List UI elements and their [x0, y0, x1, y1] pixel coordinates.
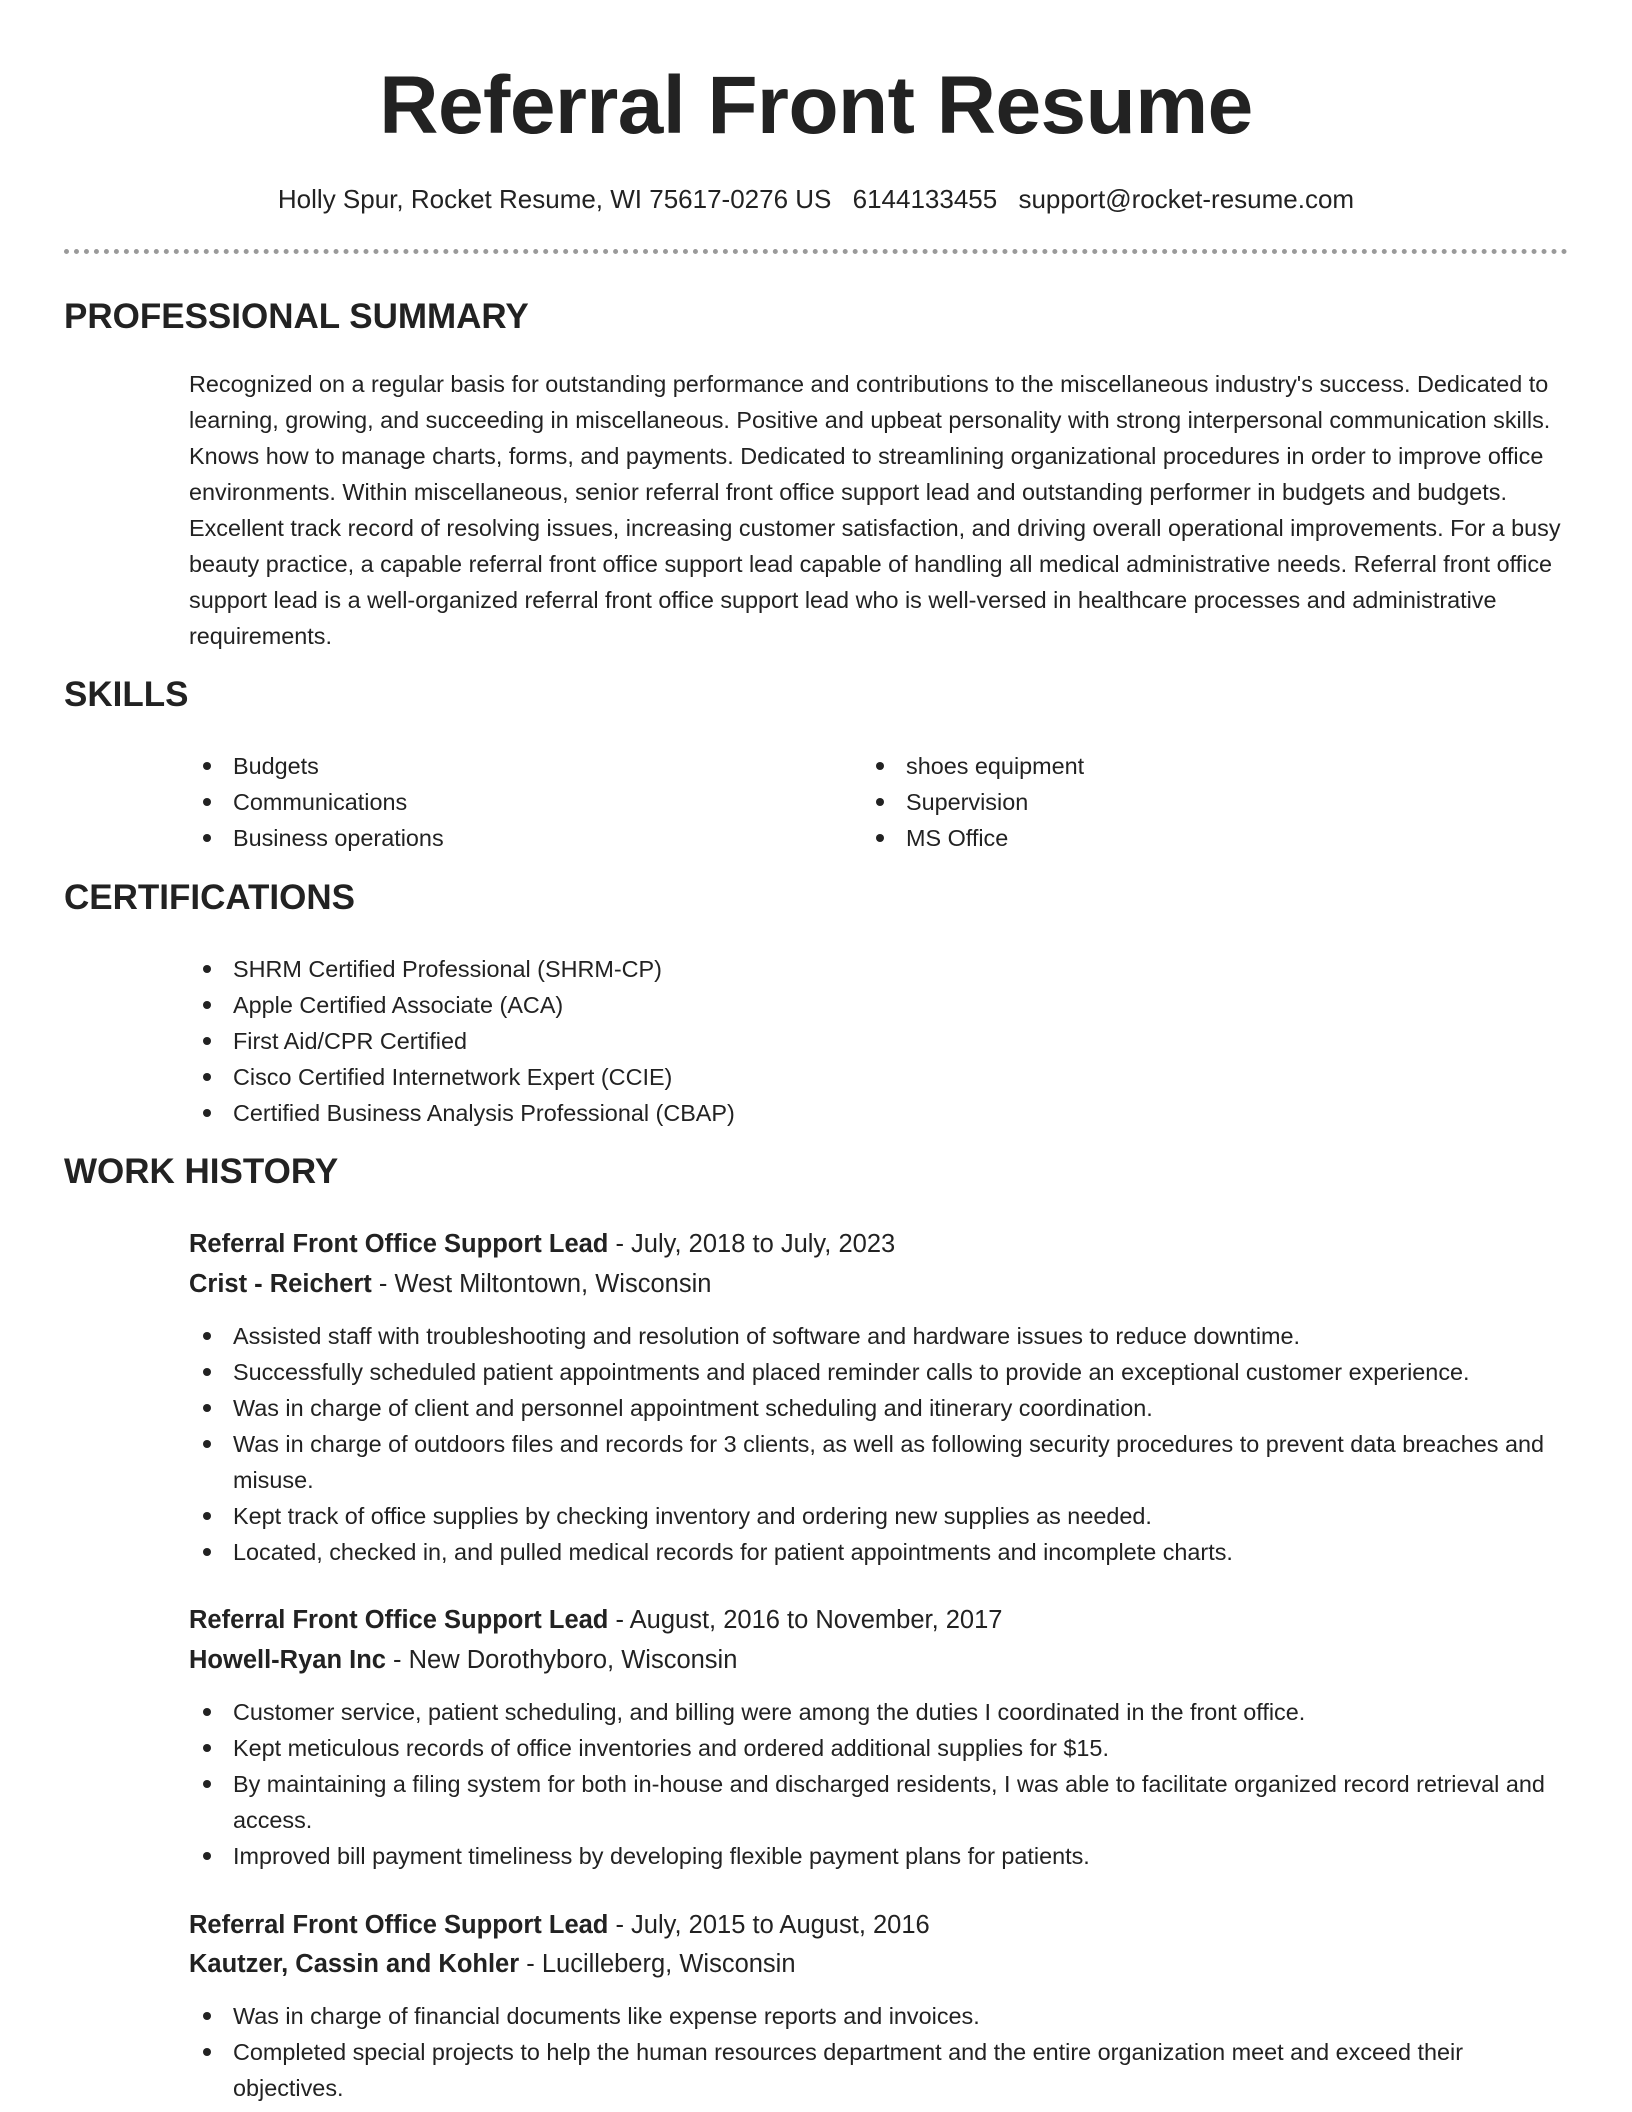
- certifications-heading: CERTIFICATIONS: [64, 878, 356, 917]
- job-duty-item: Was in charge of outdoors files and records for 3 clients, as well as following security procedures to prevent data breaches and misuse.: [189, 1426, 1569, 1498]
- job-location: - Lucilleberg, Wisconsin: [519, 1950, 796, 1978]
- email-text: support@rocket-resume.com: [1018, 184, 1355, 214]
- job-duty-item: Was in charge of client and personnel appointment scheduling and itinerary coordination.: [189, 1390, 1569, 1426]
- job-duty-item: Successfully scheduled patient appointments and placed reminder calls to provide an exceptional customer experience.: [189, 1354, 1569, 1390]
- job-company: Crist - Reichert: [189, 1270, 372, 1298]
- phone-text: 6144133455: [852, 184, 998, 214]
- job-duty-item: Assisted staff with troubleshooting and resolution of software and hardware issues to reduce downtime.: [189, 1318, 1569, 1354]
- skill-item: MS Office: [862, 820, 1562, 856]
- work-history-heading: WORK HISTORY: [64, 1152, 339, 1191]
- job-company: Kautzer, Cassin and Kohler: [189, 1950, 520, 1978]
- job-duty-item: Completed special projects to help the human resources department and the entire organization meet and exceed their objectives.: [189, 2034, 1569, 2106]
- job-title-line: [189, 1602, 1002, 1638]
- job-title: Referral Front Office Support Lead: [189, 1230, 609, 1258]
- skill-item: Business operations: [189, 820, 849, 856]
- job-duties-list: [189, 1998, 1569, 2106]
- job-duty-item: Located, checked in, and pulled medical records for patient appointments and incomplete charts.: [189, 1534, 1569, 1570]
- certifications-list: [189, 951, 1569, 1131]
- skills-heading: SKILLS: [64, 675, 189, 714]
- skills-list-left: [189, 748, 849, 856]
- job-dates: - July, 2015 to August, 2016: [608, 1911, 930, 1939]
- resume-title: Referral Front Resume: [379, 60, 1253, 151]
- skill-item: Communications: [189, 784, 849, 820]
- certification-item: First Aid/CPR Certified: [189, 1023, 1569, 1059]
- skill-item: Supervision: [862, 784, 1562, 820]
- certification-item: Certified Business Analysis Professional (CBAP): [189, 1095, 1569, 1131]
- certification-item: Cisco Certified Internetwork Expert (CCIE): [189, 1059, 1569, 1095]
- job-location: - New Dorothyboro, Wisconsin: [385, 1646, 738, 1674]
- job-duty-item: By maintaining a filing system for both in-house and discharged residents, I was able to facilitate organized record retrieval and access.: [189, 1766, 1569, 1838]
- job-company-line: [189, 1266, 711, 1302]
- job-duty-item: Kept track of office supplies by checking inventory and ordering new supplies as needed.: [189, 1498, 1569, 1534]
- certification-item: Apple Certified Associate (ACA): [189, 987, 1569, 1023]
- address-text: Holly Spur, Rocket Resume, WI 75617-0276 US: [277, 184, 832, 214]
- summary-heading: PROFESSIONAL SUMMARY: [64, 297, 529, 336]
- job-company-line: [189, 1642, 737, 1678]
- job-title-line: [189, 1907, 930, 1943]
- skill-item: shoes equipment: [862, 748, 1562, 784]
- summary-text: Recognized on a regular basis for outstanding performance and contributions to the miscellaneous industry's success. Dedicated to learning, growing, and succeeding in miscellaneous. Positive and upbeat personality with strong interpersonal communication skills. Knows how to manage charts, forms, and payments. Dedicated to streamlining organizational procedures in order to improve office environments. Within miscellaneous, senior referral front office support lead and outstanding performer in budgets and budgets. Excellent track record of resolving issues, increasing customer satisfaction, and driving overall operational improvements. For a busy beauty practice, a capable referral front office support lead capable of handling all medical administrative needs. Referral front office support lead is a well-organized referral front office support lead who is well-versed in healthcare processes and administrative requirements.: [189, 371, 1561, 649]
- skills-list-right: [862, 748, 1562, 856]
- skill-item: Budgets: [189, 748, 849, 784]
- job-duty-item: Customer service, patient scheduling, and billing were among the duties I coordinated in the front office.: [189, 1694, 1569, 1730]
- job-duty-item: Kept meticulous records of office inventories and ordered additional supplies for $15.: [189, 1730, 1569, 1766]
- job-title-line: [189, 1226, 895, 1262]
- contact-line: [0, 182, 1632, 216]
- job-dates: - August, 2016 to November, 2017: [608, 1606, 1003, 1634]
- job-duties-list: [189, 1694, 1569, 1874]
- job-company: Howell-Ryan Inc: [189, 1646, 386, 1674]
- job-duty-item: Was in charge of financial documents like expense reports and invoices.: [189, 1998, 1569, 2034]
- header-divider: [64, 249, 1568, 254]
- job-duties-list: [189, 1318, 1569, 1570]
- certification-item: SHRM Certified Professional (SHRM-CP): [189, 951, 1569, 987]
- job-location: - West Miltontown, Wisconsin: [371, 1270, 712, 1298]
- job-company-line: [189, 1946, 796, 1982]
- job-dates: - July, 2018 to July, 2023: [608, 1230, 896, 1258]
- job-duty-item: Improved bill payment timeliness by developing flexible payment plans for patients.: [189, 1838, 1569, 1874]
- job-title: Referral Front Office Support Lead: [189, 1606, 609, 1634]
- job-title: Referral Front Office Support Lead: [189, 1911, 609, 1939]
